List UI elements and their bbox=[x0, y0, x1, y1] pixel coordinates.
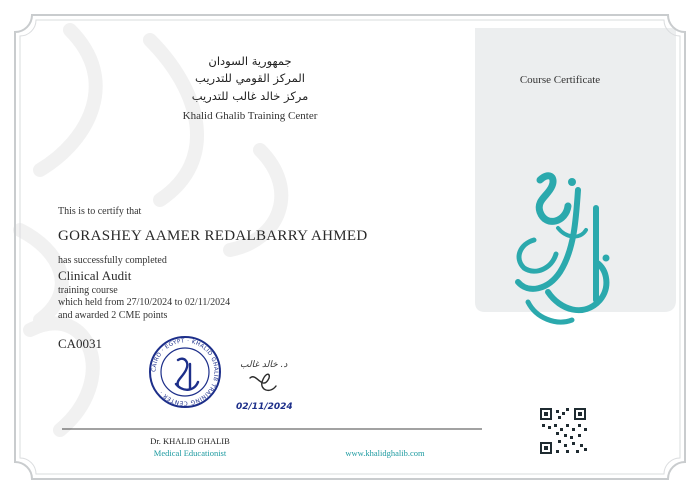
official-stamp bbox=[150, 337, 220, 407]
right-panel bbox=[475, 28, 676, 312]
header-center-english: Khalid Ghalib Training Center bbox=[182, 110, 318, 122]
website-link[interactable]: www.khalidghalib.com bbox=[345, 448, 425, 458]
signature-arabic: د. خالد غالب bbox=[240, 360, 288, 370]
course-name: Clinical Audit bbox=[58, 268, 132, 283]
signatory-title: Medical Educationist bbox=[153, 448, 227, 458]
header-country: جمهورية السودان bbox=[208, 54, 292, 68]
svg-text:CAIRO · EGYPT · KHALID GHALIB: CAIRO · EGYPT · KHALID GHALIB TRAINING CENTER · bbox=[151, 338, 219, 406]
certify-text: This is to certify that bbox=[58, 206, 142, 217]
cme-points: and awarded 2 CME points bbox=[58, 310, 168, 321]
header-center-arabic: مركز خالد غالب للتدريب bbox=[191, 89, 309, 103]
course-dates: which held from 27/10/2024 to 02/11/2024 bbox=[58, 297, 231, 308]
signature-scribble bbox=[250, 374, 276, 390]
qr-code bbox=[538, 406, 588, 456]
stamp-date: 02/11/2024 bbox=[236, 402, 293, 412]
signatory-name: Dr. KHALID GHALIB bbox=[150, 436, 230, 446]
certificate-code: CA0031 bbox=[58, 336, 103, 351]
course-type: training course bbox=[58, 285, 118, 296]
completed-text: has successfully completed bbox=[58, 255, 167, 266]
recipient-name: GORASHEY AAMER REDALBARRY AHMED bbox=[58, 228, 368, 244]
certificate-type: Course Certificate bbox=[519, 74, 601, 86]
header-national-center: المركز القومي للتدريب bbox=[195, 71, 305, 85]
